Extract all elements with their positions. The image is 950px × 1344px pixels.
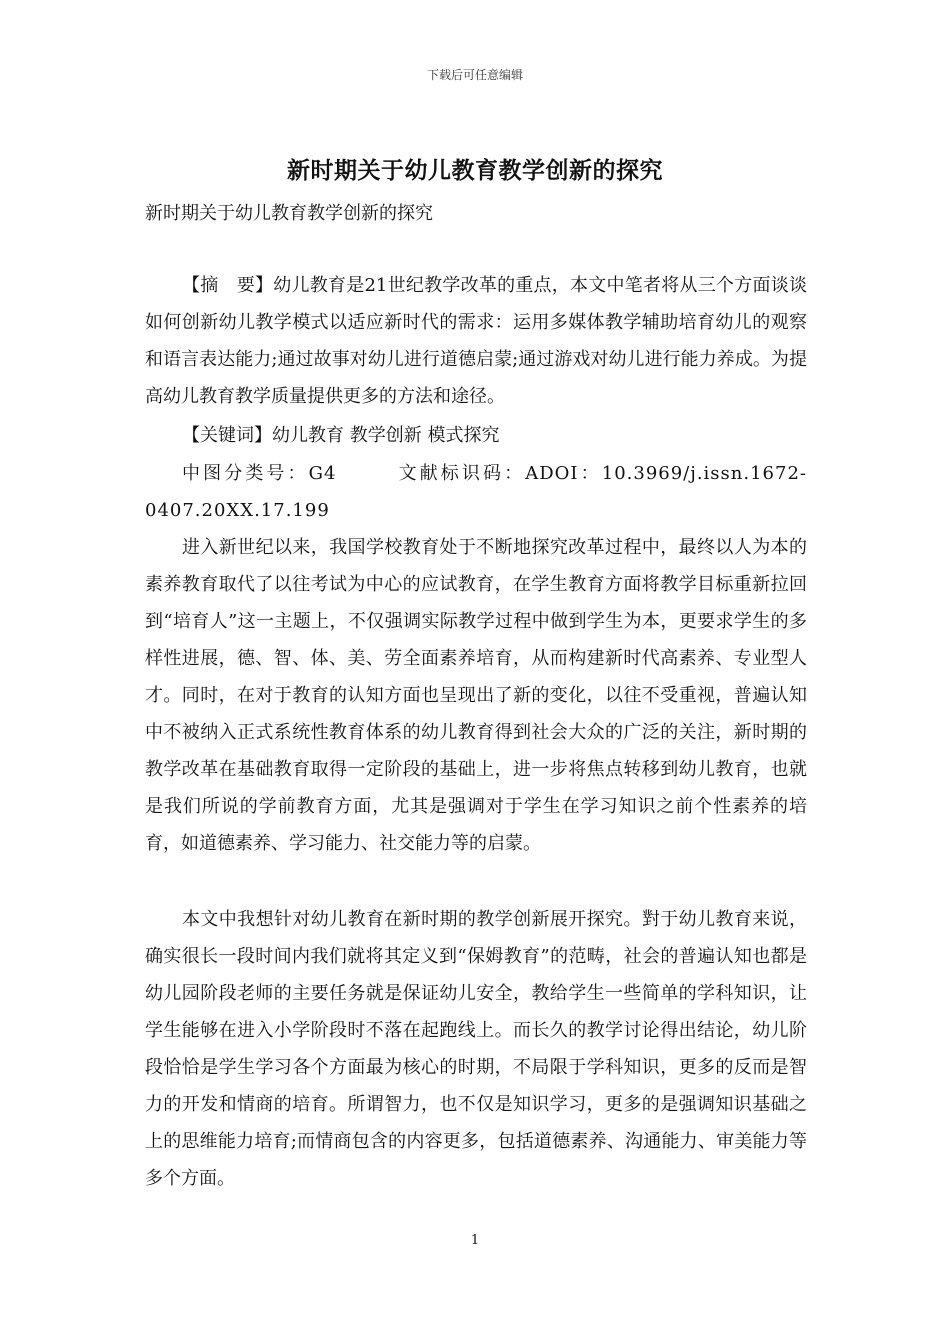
classification-line [145, 455, 807, 529]
document-code: 文献标识码：ADOI：10.3969/j.issn.1672-0407.20XX.17.199 [145, 463, 807, 521]
body-paragraph: 进入新世纪以来，我国学校教育处于不断地探究改革过程中，最终以人为本的素养教育取代了以往考试为中心的应试教育，在学生教育方面将教学目标重新拉回到“培育人”这一主题上，不仅强调实际教学过程中做到学生为本，更要求学生的多样性进展，德、智、体、美、劳全面素养培育，从而构建新时代高素养、专业型人才。同时，在对于教育的认知方面也呈现出了新的变化，以往不受重视，普遍认知中不被纳入正式系统性教育体系的幼儿教育得到社会大众的广泛的关注，新时期的教学改革在基础教育取得一定阶段的基础上，进一步将焦点转移到幼儿教育，也就是我们所说的学前教育方面，尤其是强调对于学生在学习知识之前个性素养的培育，如道德素养、学习能力、社交能力等的启蒙。 [145, 537, 807, 854]
classification-code: 中图分类号：G4 [182, 463, 337, 484]
page-number: 1 [470, 1233, 480, 1248]
body-paragraph: 本文中我想针对幼儿教育在新时期的教学创新展开探究。對于幼儿教育来说，确实很长一段时间内我们就将其定义到“保姆教育”的范畴，社会的普遍认知也都是幼儿园阶段老师的主要任务就是保证幼儿安全，教给学生一些简单的学科知识，让学生能够在进入小学阶段时不落在起跑线上。而长久的教学讨论得出结论，幼儿阶段恰恰是学生学习各个方面最为核心的时期，不局限于学科知识，更多的反而是智力的开发和情商的培育。所谓智力，也不仅是知识学习，更多的是强调知识基础之上的思维能力培育;而情商包含的内容更多，包括道德素养、沟通能力、审美能力等多个方面。 [145, 909, 807, 1189]
keywords-line: 【关键词】幼儿教育 教学创新 模式探究 [182, 425, 500, 446]
page-header-note: 下载后可任意编辑 [426, 68, 523, 82]
abstract-paragraph: 【摘 要】幼儿教育是21世纪教学改革的重点，本文中笔者将从三个方面谈谈如何创新幼儿教学模式以适应新时代的需求：运用多媒体教学辅助培育幼儿的观察和语言表达能力;通过故事对幼儿进行道德启蒙;通过游戏对幼儿进行能力养成。为提高幼儿教育教学质量提供更多的方法和途径。 [145, 275, 807, 407]
document-title: 新时期关于幼儿教育教学创新的探究 [287, 157, 663, 184]
document-subtitle: 新时期关于幼儿教育教学创新的探究 [145, 203, 433, 224]
